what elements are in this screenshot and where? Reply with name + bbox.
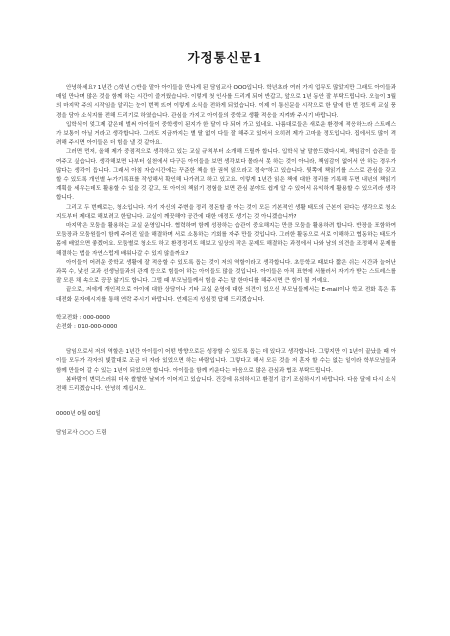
mobile-phone: 손전화 : 010-000-0000 bbox=[56, 324, 118, 331]
contact-request-paragraph: 끝으로, 저에게 개인적으로 아이에 대한 상담이나 기타 교실 운영에 대한 의견이 있으신 부모님들께서는 E-mail이나 학교 전화 혹은 휴대전화 문자메시지를 통해 연락 주시기 바랍니다. 언제든지 성심껏 답해 드리겠습니다. bbox=[56, 287, 396, 303]
document-body bbox=[56, 84, 396, 438]
closing-paragraph: 담임으로서 저의 역할은 1년간 아이들이 어떤 방향으로든 성장할 수 있도록 돕는 데 있다고 생각합니다. 그렇지만 이 1년이 끝났을 때 아이들 모두가 각자의 빛깔대로 조금 더 자라 있었으면 하는 바람입니다. 그렇다고 해서 모든 것을 저 혼자 할 수는 없는 일이라 학부모님들과 함께 만들어 갈 수 있는 1년이 되었으면 합니다. 아이들을 함께 키운다는 마음으로 많은 관심과 협조 부탁드립니다. bbox=[56, 349, 396, 374]
farewell-paragraph: 봄바람이 변덕스러워 더욱 쌀쌀한 날씨가 이어지고 있습니다. 건강에 유의하시고 환절기 감기 조심하시기 바랍니다. 다음 달에 다시 소식 전해 드리겠습니다. 안녕히 계십시오. bbox=[56, 376, 396, 393]
adjustment-paragraph: 입학식이 엊그제 같은데 벌써 아이들이 중학생이 된지가 한 달이 다 되어 가고 있네요. 나름대로들은 새로운 환경에 적응하느라 스트레스가 보통이 아닐 거라고 생각합니다. 그러도 지금까지는 별 탈 없이 다들 잘 해주고 있어서 오히려 제가 고마울 정도입니다. 집에서도 많이 격려해 주시면 아이들은 더 힘을 낼 것 같아요. bbox=[56, 121, 396, 147]
cleaning-paragraph: 그리고 두 번째로는, 청소입니다. 자기 자신의 주변을 정리 정돈할 줄 아는 것이 모든 기본적인 생활 태도의 근본이 된다는 생각으로 청소지도부터 제대로 해보려고 한답니다. 교실이 깨끗해야 공간에 대한 애정도 생기는 것 아니겠습니까? bbox=[56, 204, 396, 220]
reading-rule-paragraph: 그러면 먼저, 올해 제가 중점적으로 생각하고 있는 교실 규칙부터 소개해 드릴까 합니다. 입학식 날 말씀드렸다시피, 책임감이 습관을 들여주고 싶습니다. 생각해보면 나부터 실천에서 다구든 아이들을 보면 생각보다 몰라서 못 하는 것이 아니라, 책임감이 없어서 안 하는 경우가 많다는 생각이 듭니다. 그래서 아침 자습시간에는 꾸준한 책을 한 권씩 읽으라고 정숙"하고 있습니다. 뒷쪽에 책읽기를 스스로 관심을 갖고 할 수 있도록 개인별 누가기록표를 작성해서 확인해 나가려고 하고 있고요. 이렇게 1년간 읽은 책에 대한 정리를 기록해 두면 내년의 책읽기 계획을 세우는데도 활용할 수 있을 것 같고, 또 아이의 책읽기 경험을 보면 관심 분야도 쉽게 알 수 있어서 유익하게 활용할 수 있으리라 생각합니다. bbox=[56, 149, 396, 202]
spacer bbox=[56, 394, 396, 410]
spacer bbox=[56, 420, 396, 429]
signature-line: 담임교사 ○○○ 드림 bbox=[56, 429, 107, 436]
school-phone: 학교전화 : 000-0000 bbox=[56, 314, 110, 321]
greeting-paragraph: 안녕하세요? 1년간 ○학년 ○반을 맡아 아이들을 만나게 된 담임교사 OOO입니다. 학년초라 여러 가지 업무도 많았지만 그래도 아이들과 매일 만나며 많은 것을 함께 하는 시간이 즐거웠습니다. 이렇게 첫 인사를 드리게 되어 반갑고, 앞으로 1년 동안 잘 부탁드립니다. 오늘이 3월의 마지막 주의 시작임을 알리는 눈이 번쩍 뜨여 이렇게 소식을 전하게 되었습니다. 이제 이 통신문을 시작으로 한 달에 한 번 정도씩 교실 풍경을 담아 소식지를 전해 드리기로 하였습니다. 관심을 가지고 아이들의 중학교 생활 적응을 지켜봐 주시기 바랍니다. bbox=[56, 85, 396, 119]
document-title: 가정통신문1 bbox=[187, 50, 263, 65]
spacer bbox=[56, 305, 396, 314]
group-activity-paragraph: 마지막은 모둠을 활용하는 교실 운영입니다. 협력하며 함께 성장하는 습관이 중요해지는 만큼 모둠을 활용하려 합니다. 반장을 포함하여 모둠장과 모둠원들이 함께 주어진 일을 해결하며 서로 소통하는 기회를 자주 만들 것입니다. 그러한 활동으로 서로 이해하고 협동하는 태도가 몸에 배었으면 좋겠어요. 모둠별로 청소도 하고 환경정리도 해보고 일상의 작은 문제도 해결하는 과정에서 나와 남의 의견을 조정해서 문제를 해결하는 법을 자연스럽게 배워나갈 수 있지 않을까요? bbox=[56, 223, 397, 257]
support-paragraph: 아이들이 어려운 중학교 생활에 잘 적응할 수 있도록 돕는 것이 저의 역할이라고 생각합니다. 초등학교 때보다 짧은 쉬는 시간과 늘어난 과목 수, 낯선 교과 선생님들과의 관계 등으로 힘들어 하는 아이들도 많을 것입니다. 아이들은 아직 표현에 서툴러서 자기가 받는 스트레스를 잘 모른 채 속으로 끙끙 앓기도 합니다. 그럴 때 부모님들께서 힘을 주는 말 한마디를 해주시면 큰 힘이 될 거예요. bbox=[56, 259, 396, 285]
spacer bbox=[56, 332, 396, 348]
document-date: 0000년 0월 00일 bbox=[56, 411, 101, 418]
